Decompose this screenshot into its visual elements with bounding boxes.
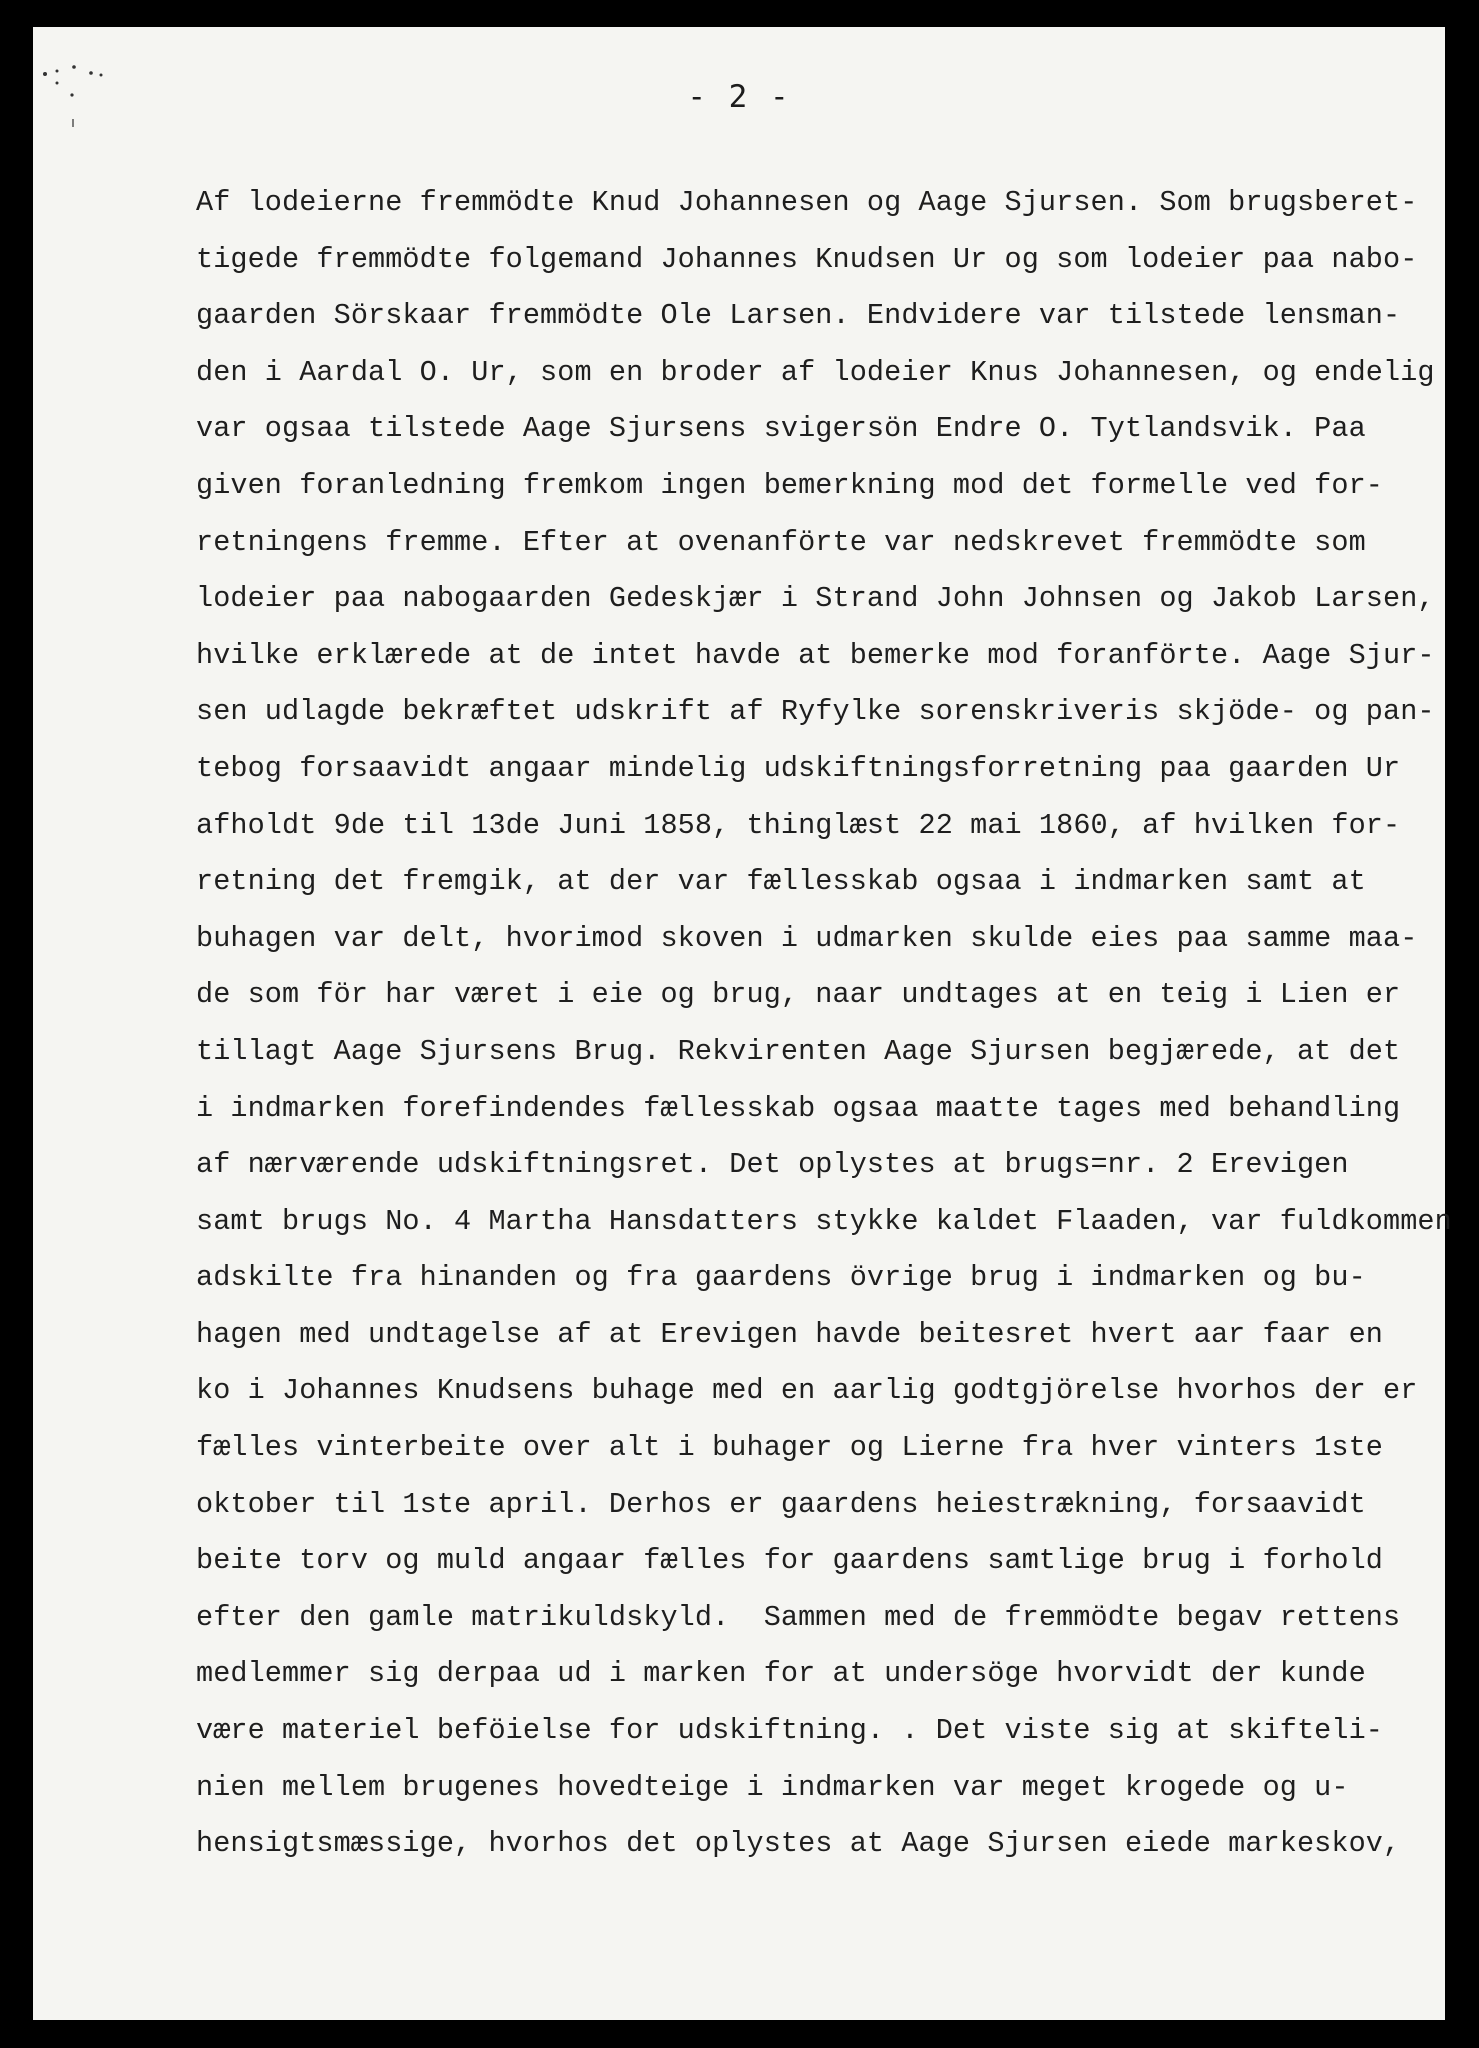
text-line: beite torv og muld angaar fælles for gaardens samtlige brug i forhold (196, 1544, 1383, 1578)
text-line: af nærværende udskiftningsret. Det oplystes at brugs=nr. 2 Erevigen (196, 1148, 1349, 1182)
text-line: retningens fremme. Efter at ovenanförte var nedskrevet fremmödte som (196, 525, 1366, 559)
text-line: tigede fremmödte folgemand Johannes Knudsen Ur og som lodeier paa nabo- (196, 242, 1418, 276)
text-line: medlemmer sig derpaa ud i marken for at undersöge hvorvidt der kunde (196, 1657, 1366, 1691)
text-line: hagen med undtagelse af at Erevigen havde beitesret hvert aar faar en (196, 1317, 1383, 1351)
text-line: de som för har været i eie og brug, naar undtages at en teig i Lien er (196, 978, 1401, 1012)
text-line: tebog forsaavidt angaar mindelig udskiftningsforretning paa gaarden Ur (196, 751, 1401, 785)
page-number: - 2 - (687, 79, 791, 115)
text-line: given foranledning fremkom ingen bemerkning mod det formelle ved for- (196, 468, 1383, 502)
text-line: være materiel beföielse for udskiftning. . Det viste sig at skifteli- (196, 1714, 1383, 1748)
text-line: efter den gamle matrikuldskyld. Sammen med de fremmödte begav rettens (196, 1600, 1401, 1634)
text-line: lodeier paa nabogaarden Gedeskjær i Strand John Johnsen og Jakob Larsen, (196, 582, 1435, 616)
text-line: hvilke erklærede at de intet havde at bemerke mod foranförte. Aage Sjur- (196, 638, 1435, 672)
text-line: adskilte fra hinanden og fra gaardens övrige brug i indmarken og bu- (196, 1261, 1366, 1295)
text-line: nien mellem brugenes hovedteige i indmarken var meget krogede og u- (196, 1770, 1349, 1804)
text-line: gaarden Sörskaar fremmödte Ole Larsen. Endvidere var tilstede lensman- (196, 299, 1401, 333)
text-line: tillagt Aage Sjursens Brug. Rekvirenten Aage Sjursen begjærede, at det (196, 1034, 1401, 1068)
text-line: oktober til 1ste april. Derhos er gaardens heiestrækning, forsaavidt (196, 1487, 1366, 1521)
text-line: buhagen var delt, hvorimod skoven i udmarken skulde eies paa samme maa- (196, 921, 1418, 955)
text-line: hensigtsmæssige, hvorhos det oplystes at Aage Sjursen eiede markeskov, (196, 1827, 1401, 1861)
text-line: fælles vinterbeite over alt i buhager og Lierne fra hver vinters 1ste (196, 1431, 1383, 1465)
text-line: retning det fremgik, at der var fællesskab ogsaa i indmarken samt at (196, 865, 1366, 899)
document-page (33, 27, 1452, 2020)
text-line: ko i Johannes Knudsens buhage med en aarlig godtgjörelse hvorhos der er (196, 1374, 1418, 1408)
text-line: var ogsaa tilstede Aage Sjursens svigersön Endre O. Tytlandsvik. Paa (196, 412, 1366, 446)
text-line: den i Aardal O. Ur, som en broder af lodeier Knus Johannesen, og endelig (196, 355, 1435, 389)
body-text (196, 175, 1452, 1873)
text-line: sen udlagde bekræftet udskrift af Ryfylke sorenskriveris skjöde- og pan- (196, 695, 1435, 729)
text-line: i indmarken forefindendes fællesskab ogsaa maatte tages med behandling (196, 1091, 1401, 1125)
text-line: Af lodeierne fremmödte Knud Johannesen og Aage Sjursen. Som brugsberet- (196, 186, 1418, 219)
text-line: afholdt 9de til 13de Juni 1858, thinglæst 22 mai 1860, af hvilken for- (196, 808, 1401, 842)
text-line: samt brugs No. 4 Martha Hansdatters stykke kaldet Flaaden, var fuldkommen (196, 1204, 1452, 1238)
